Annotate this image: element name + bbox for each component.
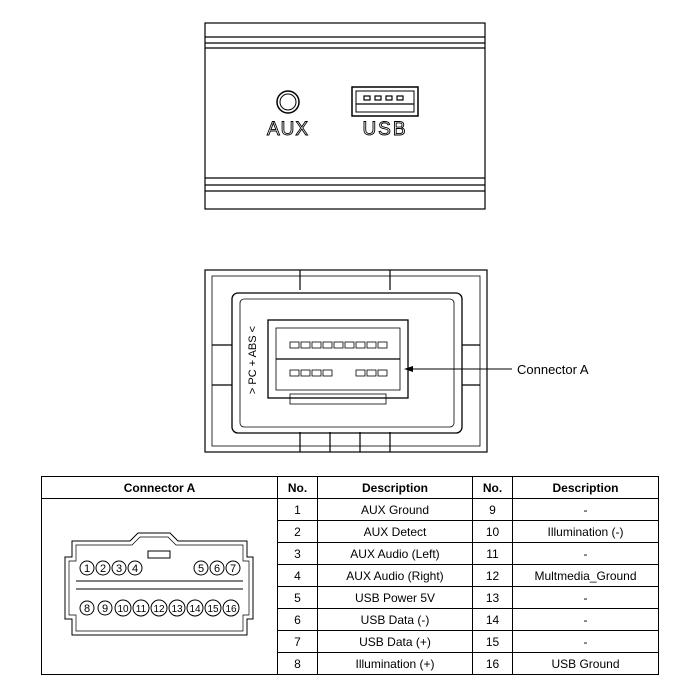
pin-14 — [187, 600, 203, 616]
connector-callout-label: Connector A — [517, 362, 589, 377]
pin-description-2: - — [513, 631, 659, 653]
pin-description-2: Illumination (-) — [513, 521, 659, 543]
pin-number-2: 13 — [473, 587, 513, 609]
material-marking: > PC + ABS < — [247, 325, 259, 395]
pin-6 — [210, 561, 224, 575]
aux-label: AUX — [266, 119, 310, 140]
svg-text:15: 15 — [207, 603, 219, 615]
pin-13 — [169, 600, 185, 616]
pin-9 — [98, 601, 112, 615]
pin-number-2: 14 — [473, 609, 513, 631]
pin-number: 1 — [278, 499, 318, 521]
svg-text:7: 7 — [229, 562, 237, 575]
pin-description-2: Multmedia_Ground — [513, 565, 659, 587]
pin-8 — [80, 601, 94, 615]
pin-5 — [194, 561, 208, 575]
pin-description: AUX Audio (Right) — [318, 565, 473, 587]
pin-number-2: 15 — [473, 631, 513, 653]
rear-pin-row-bottom — [290, 370, 387, 376]
pin-12 — [151, 600, 167, 616]
usb-label: USB — [362, 119, 408, 140]
pin-description: USB Data (-) — [318, 609, 473, 631]
connector-face-cell — [42, 499, 278, 675]
pin-description-2: - — [513, 543, 659, 565]
header-no-2: No. — [473, 477, 513, 499]
header-connector: Connector A — [42, 477, 278, 499]
connector-face-diagram — [42, 503, 278, 671]
pin-description: AUX Ground — [318, 499, 473, 521]
pin-number: 2 — [278, 521, 318, 543]
header-description-2: Description — [513, 477, 659, 499]
pin-number-2: 10 — [473, 521, 513, 543]
pin-description-2: - — [513, 587, 659, 609]
front-panel — [205, 23, 485, 209]
pin-number: 3 — [278, 543, 318, 565]
pin-row-top — [80, 561, 240, 575]
pin-description: USB Data (+) — [318, 631, 473, 653]
svg-text:13: 13 — [171, 603, 183, 615]
connector-callout-arrow — [404, 366, 512, 372]
rear-pin-row-top — [290, 342, 387, 348]
table-row — [42, 499, 659, 521]
svg-text:11: 11 — [135, 603, 147, 615]
pin-description: AUX Audio (Left) — [318, 543, 473, 565]
pin-2 — [96, 561, 110, 575]
usb-port-icon — [352, 87, 418, 116]
pin-description: AUX Detect — [318, 521, 473, 543]
svg-text:1: 1 — [83, 562, 91, 575]
pin-1 — [80, 561, 94, 575]
svg-text:12: 12 — [153, 603, 165, 615]
pin-number: 5 — [278, 587, 318, 609]
pin-3 — [112, 561, 126, 575]
svg-text:5: 5 — [197, 562, 205, 575]
pin-description-2: USB Ground — [513, 653, 659, 675]
pin-number: 8 — [278, 653, 318, 675]
pin-16 — [223, 600, 239, 616]
pin-number-2: 9 — [473, 499, 513, 521]
pin-description: Illumination (+) — [318, 653, 473, 675]
pin-number-2: 16 — [473, 653, 513, 675]
pin-table — [41, 476, 659, 675]
pin-number: 4 — [278, 565, 318, 587]
pin-4 — [128, 561, 142, 575]
header-no: No. — [278, 477, 318, 499]
svg-text:2: 2 — [99, 562, 107, 575]
pin-number: 7 — [278, 631, 318, 653]
aux-jack-icon — [277, 91, 299, 113]
svg-text:4: 4 — [131, 562, 139, 575]
pin-number-2: 12 — [473, 565, 513, 587]
pin-7 — [226, 561, 240, 575]
svg-text:16: 16 — [225, 603, 237, 615]
pin-number: 6 — [278, 609, 318, 631]
pin-description-2: - — [513, 499, 659, 521]
pin-10 — [115, 600, 131, 616]
svg-text:8: 8 — [83, 602, 91, 615]
pin-11 — [133, 600, 149, 616]
pin-description-2: - — [513, 609, 659, 631]
svg-text:6: 6 — [213, 562, 221, 575]
svg-text:9: 9 — [101, 602, 109, 615]
table-header-row — [42, 477, 659, 499]
pin-row-bottom — [80, 600, 239, 616]
pin-15 — [205, 600, 221, 616]
pin-description: USB Power 5V — [318, 587, 473, 609]
svg-text:3: 3 — [115, 562, 123, 575]
svg-text:10: 10 — [117, 603, 129, 615]
header-description: Description — [318, 477, 473, 499]
pin-number-2: 11 — [473, 543, 513, 565]
svg-text:14: 14 — [189, 603, 201, 615]
